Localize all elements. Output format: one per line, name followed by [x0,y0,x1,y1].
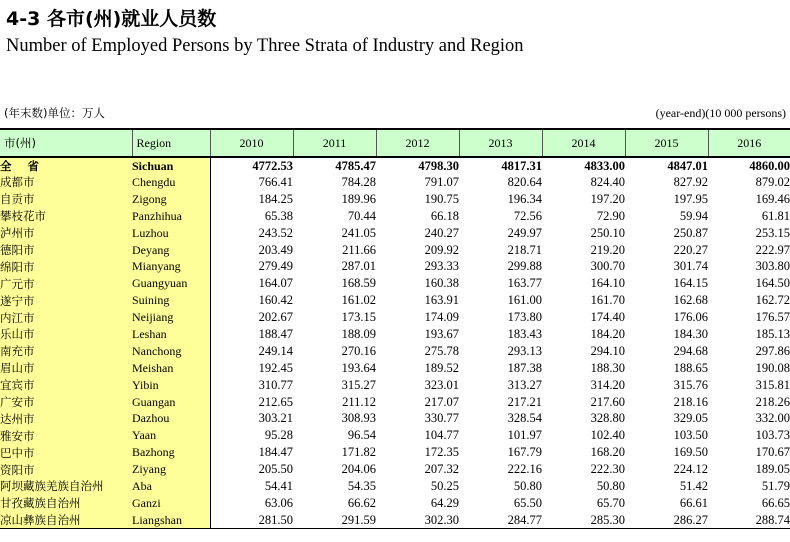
value-cell: 4817.31 [501,158,542,173]
header-year: 2012 [376,129,459,157]
value-cell: 51.79 [761,478,790,493]
value-cell: 187.38 [507,360,542,375]
region-name-cell: Panzhihua [132,208,210,225]
value-cell: 172.35 [424,445,459,460]
value-cell: 64.29 [430,495,459,510]
city-name-cell: 资阳市 [0,461,132,478]
region-name-cell: Zigong [132,191,210,208]
value-cell: 288.74 [708,512,790,529]
value-cell: 163.91 [424,293,459,308]
value-cell: 218.26 [755,394,790,409]
city-name-cell: 成都市 [0,174,132,191]
value-cell: 241.05 [341,225,376,240]
value-cell: 299.88 [507,259,542,274]
value-cell: 315.27 [341,377,376,392]
value-cell: 50.80 [513,478,542,493]
value-cell: 61.81 [761,208,790,223]
table-row [0,478,790,495]
value-cell: 96.54 [347,428,376,443]
value-cell: 286.27 [625,512,708,529]
value-cell: 217.07 [424,394,459,409]
value-cell: 161.00 [507,293,542,308]
value-cell: 211.12 [342,394,376,409]
value-cell: 65.38 [264,208,293,223]
value-cell: 4785.47 [335,158,376,173]
value-cell: 287.01 [341,259,376,274]
value-cell: 328.54 [507,411,542,426]
value-cell: 103.73 [755,428,790,443]
value-cell: 827.92 [673,174,708,189]
value-cell: 176.06 [673,310,708,325]
value-cell: 249.14 [258,343,293,358]
value-cell: 301.74 [673,259,708,274]
region-name-cell: Yaan [132,427,210,444]
value-cell: 308.93 [341,411,376,426]
value-cell: 50.25 [430,478,459,493]
value-cell: 197.20 [590,191,625,206]
header-year: 2015 [625,129,708,157]
value-cell: 173.80 [507,310,542,325]
value-cell: 297.86 [755,343,790,358]
total-row [0,157,790,174]
value-cell: 207.32 [424,462,459,477]
value-cell: 253.15 [755,225,790,240]
value-cell: 189.05 [755,462,790,477]
value-cell: 202.67 [258,310,293,325]
unit-note-chinese: (年末数)单位：万人 [4,106,105,120]
value-cell: 66.61 [679,495,708,510]
table-row [0,394,790,411]
city-name-cell: 遂宁市 [0,292,132,309]
value-cell: 70.44 [347,208,376,223]
value-cell: 303.80 [755,259,790,274]
region-name-cell: Aba [132,478,210,495]
value-cell: 4847.01 [667,158,708,173]
city-name-cell: 德阳市 [0,242,132,259]
value-cell: 72.56 [513,208,542,223]
value-cell: 188.47 [258,326,293,341]
value-cell: 174.40 [590,310,625,325]
city-name-cell: 乐山市 [0,326,132,343]
city-name-cell: 雅安市 [0,427,132,444]
table-row [0,377,790,394]
value-cell: 163.77 [507,276,542,291]
city-name-cell: 自贡市 [0,191,132,208]
value-cell: 820.64 [507,174,542,189]
value-cell: 294.10 [590,343,625,358]
region-name-cell: Ganzi [132,495,210,512]
table-row [0,309,790,326]
city-name-cell: 宜宾市 [0,377,132,394]
value-cell: 184.25 [258,191,293,206]
value-cell: 314.20 [590,377,625,392]
region-name-cell: Nanchong [132,343,210,360]
value-cell: 54.41 [264,478,293,493]
value-cell: 196.34 [507,191,542,206]
value-cell: 169.50 [673,445,708,460]
value-cell: 171.82 [341,445,376,460]
table-row [0,410,790,427]
value-cell: 293.13 [507,343,542,358]
header-city: 市(州) [0,129,132,157]
value-cell: 59.94 [679,208,708,223]
value-cell: 328.80 [590,411,625,426]
table-row [0,275,790,292]
table-row [0,326,790,343]
header-row [0,129,790,157]
region-name-cell: Yibin [132,377,210,394]
value-cell: 189.96 [341,191,376,206]
value-cell: 285.30 [542,512,625,529]
table-row [0,461,790,478]
value-cell: 160.38 [424,276,459,291]
value-cell: 250.10 [590,225,625,240]
value-cell: 281.50 [210,512,293,529]
value-cell: 104.77 [424,428,459,443]
header-year: 2016 [708,129,790,157]
value-cell: 160.42 [258,293,293,308]
value-cell: 164.15 [673,276,708,291]
value-cell: 66.18 [430,208,459,223]
value-cell: 300.70 [590,259,625,274]
value-cell: 209.92 [424,242,459,257]
value-cell: 4833.00 [584,158,625,173]
table-row [0,292,790,309]
region-name-cell: Chengdu [132,174,210,191]
value-cell: 167.79 [507,445,542,460]
table-row [0,512,790,529]
header-region: Region [132,129,210,157]
value-cell: 315.81 [755,377,790,392]
value-cell: 190.75 [424,191,459,206]
value-cell: 217.21 [507,394,542,409]
value-cell: 205.50 [258,462,293,477]
table-row [0,225,790,242]
value-cell: 332.00 [755,411,790,426]
value-cell: 784.28 [341,174,376,189]
header-year: 2010 [210,129,293,157]
value-cell: 193.64 [341,360,376,375]
city-name-cell: 阿坝藏族羌族自治州 [0,478,132,495]
city-name-cell: 广安市 [0,394,132,411]
value-cell: 190.08 [755,360,790,375]
table-row [0,427,790,444]
value-cell: 302.30 [376,512,459,529]
table-row [0,444,790,461]
city-name-cell: 广元市 [0,275,132,292]
value-cell: 329.05 [673,411,708,426]
region-name-cell: Ziyang [132,461,210,478]
value-cell: 4860.00 [749,158,790,173]
value-cell: 217.60 [590,394,625,409]
value-cell: 218.71 [507,242,542,257]
value-cell: 162.68 [673,293,708,308]
table-title-chinese: 4-3 各市(州)就业人员数 [6,8,217,30]
value-cell: 72.90 [596,208,625,223]
table-row [0,343,790,360]
table-row [0,258,790,275]
region-name-cell: Bazhong [132,444,210,461]
city-name-cell: 内江市 [0,309,132,326]
value-cell: 293.33 [424,259,459,274]
region-name-cell: Mianyang [132,258,210,275]
region-name-cell: Meishan [132,360,210,377]
value-cell: 824.40 [590,174,625,189]
value-cell: 95.28 [264,428,293,443]
city-name-cell: 甘孜藏族自治州 [0,495,132,512]
value-cell: 101.97 [507,428,542,443]
value-cell: 184.30 [673,326,708,341]
table-row [0,360,790,377]
value-cell: 313.27 [507,377,542,392]
value-cell: 879.02 [755,174,790,189]
value-cell: 162.72 [755,293,790,308]
city-name-cell: 南充市 [0,343,132,360]
value-cell: 222.30 [590,462,625,477]
value-cell: 63.06 [264,495,293,510]
value-cell: 4798.30 [418,158,459,173]
value-cell: 330.77 [424,411,459,426]
value-cell: 303.21 [258,411,293,426]
value-cell: 212.65 [258,394,293,409]
region-name-cell: Deyang [132,242,210,259]
region-name-cell: Guangyuan [132,275,210,292]
city-name-cell: 巴中市 [0,444,132,461]
value-cell: 183.43 [507,326,542,341]
value-cell: 243.52 [258,225,293,240]
value-cell: 310.77 [258,377,293,392]
value-cell: 291.59 [293,512,376,529]
region-name-cell: Guangan [132,394,210,411]
value-cell: 161.70 [590,293,625,308]
value-cell: 65.50 [513,495,542,510]
value-cell: 211.66 [342,242,376,257]
value-cell: 168.59 [341,276,376,291]
employment-table [0,128,790,529]
value-cell: 240.27 [424,225,459,240]
value-cell: 222.16 [507,462,542,477]
region-name-cell: Leshan [132,326,210,343]
value-cell: 275.78 [424,343,459,358]
city-name-cell: 凉山彝族自治州 [0,512,132,529]
value-cell: 65.70 [596,495,625,510]
value-cell: 51.42 [679,478,708,493]
city-name-cell: 眉山市 [0,360,132,377]
value-cell: 203.49 [258,242,293,257]
value-cell: 164.50 [755,276,790,291]
value-cell: 164.07 [258,276,293,291]
value-cell: 54.35 [347,478,376,493]
region-name-cell: Neijiang [132,309,210,326]
value-cell: 279.49 [258,259,293,274]
value-cell: 188.65 [673,360,708,375]
region-name-cell: Dazhou [132,410,210,427]
city-name-cell: 泸州市 [0,225,132,242]
value-cell: 189.52 [424,360,459,375]
table-row [0,208,790,225]
value-cell: 323.01 [424,377,459,392]
table-row [0,174,790,191]
value-cell: 174.09 [424,310,459,325]
value-cell: 164.10 [590,276,625,291]
value-cell: 184.20 [590,326,625,341]
value-cell: 168.20 [590,445,625,460]
header-year: 2014 [542,129,625,157]
value-cell: 294.68 [673,343,708,358]
value-cell: 220.27 [673,242,708,257]
city-name-cell: 达州市 [0,410,132,427]
value-cell: 102.40 [590,428,625,443]
value-cell: 284.77 [459,512,542,529]
region-name-cell: Suining [132,292,210,309]
value-cell: 193.67 [424,326,459,341]
value-cell: 161.02 [341,293,376,308]
value-cell: 204.06 [341,462,376,477]
value-cell: 222.97 [755,242,790,257]
value-cell: 766.41 [258,174,293,189]
value-cell: 66.65 [761,495,790,510]
value-cell: 4772.53 [252,158,293,173]
value-cell: 66.62 [347,495,376,510]
value-cell: 188.09 [341,326,376,341]
header-year: 2013 [459,129,542,157]
value-cell: 169.46 [755,191,790,206]
value-cell: 315.76 [673,377,708,392]
table-row [0,191,790,208]
value-cell: 184.47 [258,445,293,460]
value-cell: 103.50 [673,428,708,443]
value-cell: 188.30 [590,360,625,375]
value-cell: 173.15 [341,310,376,325]
value-cell: 224.12 [673,462,708,477]
table-row [0,242,790,259]
region-name-cell: Luzhou [132,225,210,242]
city-name-cell: 全 省 [0,157,132,174]
header-year: 2011 [293,129,376,157]
value-cell: 192.45 [258,360,293,375]
city-name-cell: 绵阳市 [0,258,132,275]
value-cell: 249.97 [507,225,542,240]
value-cell: 218.16 [673,394,708,409]
value-cell: 219.20 [590,242,625,257]
table-body [0,157,790,529]
city-name-cell: 攀枝花市 [0,208,132,225]
table-row [0,495,790,512]
table-title-english: Number of Employed Persons by Three Strata of Industry and Region [6,36,524,56]
value-cell: 791.07 [424,174,459,189]
value-cell: 176.57 [755,310,790,325]
value-cell: 197.95 [673,191,708,206]
region-name-cell: Liangshan [132,512,210,529]
value-cell: 50.80 [596,478,625,493]
unit-note-english: (year-end)(10 000 persons) [655,106,786,120]
region-name-cell: Sichuan [132,157,210,174]
value-cell: 185.13 [755,326,790,341]
value-cell: 170.67 [755,445,790,460]
value-cell: 250.87 [673,225,708,240]
value-cell: 270.16 [341,343,376,358]
